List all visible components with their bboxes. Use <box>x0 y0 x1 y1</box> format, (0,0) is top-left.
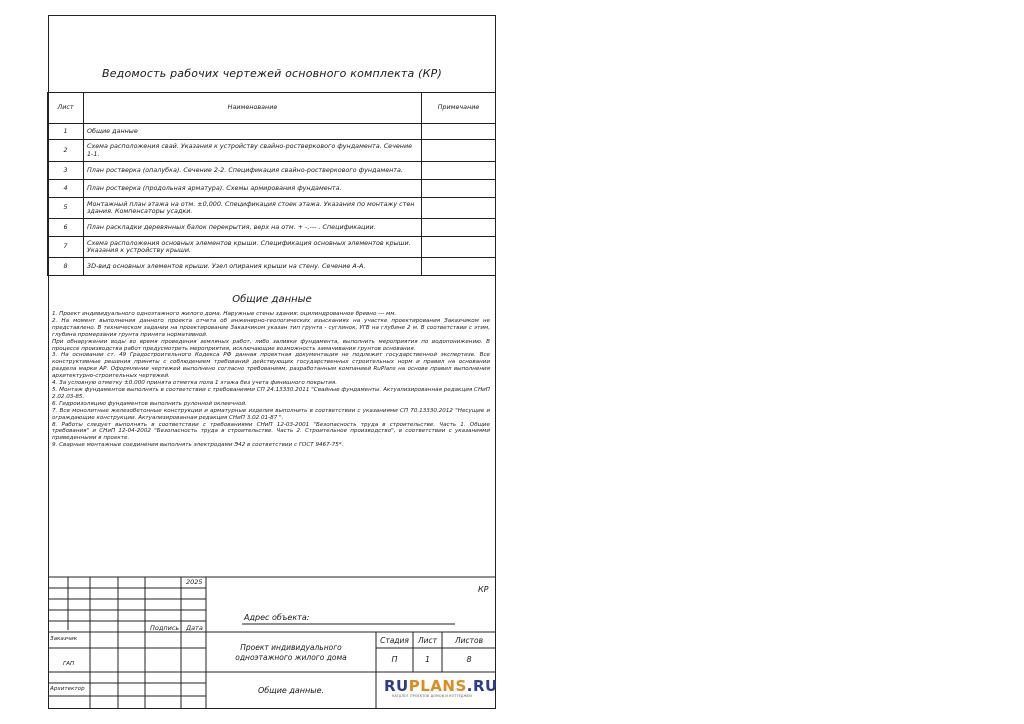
note-item: 5. Монтаж фундаментов выполнять в соответствии с требованиями СП 24.13330.2011 "Свайные фундаменты. Актуализированная редакция СНиП 2.02.03-85. <box>52 386 490 400</box>
row-num: 8 <box>48 258 84 276</box>
logo-tagline: КАТАЛОГ ПРОЕКТОВ ДОМОВ И КОТТЕДЖЕЙ <box>392 694 472 698</box>
stamp-code: КР <box>478 585 489 594</box>
table-header-row <box>48 93 496 124</box>
stamp-project-name: Проект индивидуального одноэтажного жилого дома <box>235 643 347 662</box>
stamp-address-label: Адрес объекта: <box>244 613 310 622</box>
note-item: При обнаружении воды во время проведения земляных работ, либо заливки фундамента, выполнить мероприятия по водопонижению. В процессе производства работ предусмотреть мероприятия, исключающие возможность замачивания грунтов основания. <box>52 338 490 352</box>
header-sheet: Лист <box>48 93 84 124</box>
note-item: 3. На основании ст. 49 Градостроительного Кодекса РФ данная проектная документация не подлежит государственной экспертизе. Все конструктивные решения приняты с соблюдением требований действующих государственных строительных норм и правил на основании раздела марки АР. Оформление чертежей выполнено согласно требованиям, разработанным компанией RuPlans на основе правил выполнения архитектурно-строительных чертежей. <box>52 352 490 380</box>
table-row <box>48 258 496 276</box>
row-note <box>422 124 496 140</box>
row-note <box>422 219 496 237</box>
stamp-sheet-title: Общие данные. <box>257 686 325 695</box>
row-num: 1 <box>48 124 84 140</box>
note-item: 6. Гидроизоляцию фундаментов выполнить рулонной оклеечной. <box>52 400 247 407</box>
stamp-signature-label: Подпись <box>150 624 180 632</box>
general-notes <box>52 311 490 449</box>
note-item: 9. Сварные монтажные соединения выполнять электродами Э42 в соответствии с ГОСТ 9467-75*. <box>52 442 344 449</box>
row-name: Схема расположения свай. Указания к устройству свайно-ростверкового фундамента. Сечение 1-1. <box>84 140 422 162</box>
table-row <box>48 162 496 180</box>
stamp-customer-label: Заказчик <box>50 636 78 642</box>
stamp-architect-label: Архитектор <box>50 686 85 692</box>
header-name: Наименование <box>84 93 422 124</box>
sheet-content <box>48 15 496 709</box>
row-note <box>422 140 496 162</box>
table-row <box>48 180 496 198</box>
row-note <box>422 198 496 219</box>
row-note <box>422 180 496 198</box>
document-title: Ведомость рабочих чертежей основного комплекта (КР) <box>101 67 443 80</box>
stamp-stage-value: П <box>391 655 398 664</box>
row-note <box>422 237 496 258</box>
stamp-sheet-label: Лист <box>417 636 437 645</box>
row-name: 3D-вид основных элементов крыши. Узел опирания крыши на стену. Сечение А-А. <box>84 258 422 276</box>
row-name: План раскладки деревянных балок перекрытия, верх на отм. + -,--- . Спецификации. <box>84 219 422 237</box>
row-note <box>422 258 496 276</box>
row-num: 6 <box>48 219 84 237</box>
stamp-stage-label: Стадия <box>380 636 409 645</box>
note-item: 1. Проект индивидуального одноэтажного жилого дома. Наружные стены здания: оцилиндрованное бревно --- мм. <box>52 311 397 317</box>
table-row <box>48 198 496 219</box>
row-num: 7 <box>48 237 84 258</box>
table-row <box>48 237 496 258</box>
notes-title: Общие данные <box>232 294 312 305</box>
logo-wordmark: RUPLANS.RU <box>384 677 498 695</box>
row-name: План ростверка (опалубка). Сечение 2-2. Спецификация свайно-ростверкового фундамента. <box>84 162 422 180</box>
note-item: 4. За условную отметку ±0.000 принята отметка пола 1 этажа без учета финишного покрытия. <box>52 380 337 387</box>
header-note: Примечание <box>422 93 496 124</box>
stamp-sheet-value: 1 <box>424 655 431 664</box>
drawings-list-table <box>47 92 496 276</box>
ruplans-logo <box>384 677 498 698</box>
row-note <box>422 162 496 180</box>
row-num: 5 <box>48 198 84 219</box>
row-name: Общие данные <box>84 124 422 140</box>
note-item: 8. Работы следует выполнять в соответствии с требованиями СНиП 12-03-2001 "Безопасность труда в строительстве. Часть 1. Общие требования" и СНиП 12-04-2002 "Безопасность труда в строительстве. Часть 2. Строительное производство", в соответствии с указаниями приведенными в проекте. <box>52 421 490 442</box>
row-name: Монтажный план этажа на отм. ±0,000. Спецификация стоек этажа. Указания по монтажу стен здания. Компенсаторы усадки. <box>84 198 422 219</box>
row-name: План ростверка (продольная арматура). Схемы армирования фундамента. <box>84 180 422 198</box>
note-item: 2. На момент выполнения данного проекта отчета об инженерно-геологических изысканиях на участке проектирования Заказчиком не представлено. В техническом задании на проектирование Заказчиком указан тип грунта - суглинок, УГВ на глубине 2 м. В соответствии с этим, глубина промерзания грунта принята нормативной. <box>52 317 490 338</box>
row-name: Схема расположения основных элементов крыши. Спецификация основных элементов крыши. Указания к устройству крыши. <box>84 237 422 258</box>
stamp-date-label: Дата <box>186 624 203 632</box>
row-num: 4 <box>48 180 84 198</box>
stamp-gap-label: ГАП <box>63 661 75 667</box>
row-num: 2 <box>48 140 84 162</box>
stamp-year: 2025 <box>186 578 203 586</box>
table-row <box>48 124 496 140</box>
note-item: 7. Все монолитные железобетонные конструкции и арматурные изделия выполнить в соответствии с указаниями СП 70.13330.2012 "Несущие и ограждающие конструкции. Актуализированная редакция СНиП 3.02.01-87 ". <box>52 407 490 421</box>
stamp-sheets-label: Листов <box>454 636 483 645</box>
table-row <box>48 140 496 162</box>
stamp-sheets-value: 8 <box>466 655 472 664</box>
row-num: 3 <box>48 162 84 180</box>
table-row <box>48 219 496 237</box>
